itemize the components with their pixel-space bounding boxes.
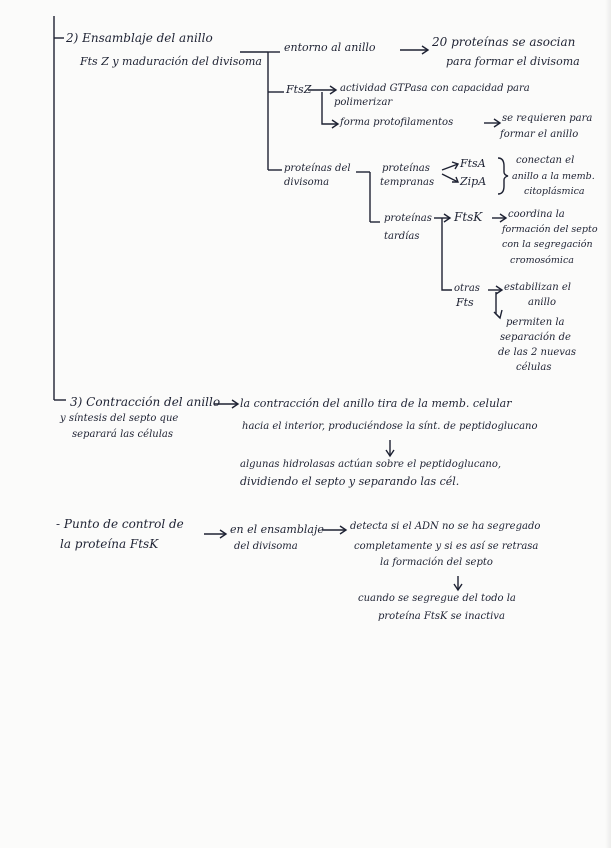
ftsz-activity-line2: polimerizar <box>334 97 393 108</box>
control-text-line1: detecta si el ADN no se ha segregado <box>350 521 541 532</box>
control-text-line5: proteína FtsK se inactiva <box>378 611 505 622</box>
tempranas-line1: proteínas <box>382 163 430 174</box>
zipa-label: ZipA <box>460 175 487 188</box>
section3-text-line4: dividiendo el septo y separando las cél. <box>240 475 460 488</box>
tempranas-line2: tempranas <box>380 177 435 188</box>
conectan-line3: citoplásmica <box>524 186 585 197</box>
control-heading-line2: la proteína FtsK <box>60 537 159 551</box>
permiten-line2: separación de <box>500 332 571 343</box>
section2-heading-line1: 2) Ensamblaje del anillo <box>66 31 213 45</box>
ftsk-result-line1: coordina la <box>508 209 565 220</box>
ftsk-result-line4: cromosómica <box>510 255 574 266</box>
section3-heading-line1: 3) Contracción del anillo <box>70 395 221 409</box>
ftsk-label: FtsK <box>454 210 483 224</box>
permiten-line4: células <box>516 362 552 373</box>
ftsk-result-line2: formación del septo <box>502 224 598 235</box>
ftsz-forma-result-line2: formar el anillo <box>500 129 579 140</box>
tardias-line2: tardías <box>384 231 420 242</box>
control-mid-line1: en el ensamblaje <box>230 523 324 536</box>
ftsk-result-line3: con la segregación <box>502 239 593 250</box>
section3-heading-line2: y síntesis del septo que <box>60 413 179 424</box>
section3-text-line3: algunas hidrolasas actúan sobre el peptidoglucano, <box>240 459 502 470</box>
proteinas-label-line1: proteínas del <box>284 163 351 174</box>
ftsz-activity-line1: actividad GTPasa con capacidad para <box>340 83 530 94</box>
control-heading-line1: - Punto de control de <box>56 517 184 531</box>
otras-result-line2: anillo <box>528 297 557 308</box>
permiten-line3: de las 2 nuevas <box>498 347 577 358</box>
anillo-result-line1: 20 proteínas se asocian <box>432 35 576 49</box>
section2-heading-line2: Fts Z y maduración del divisoma <box>80 55 262 68</box>
section3-text-line2: hacia el interior, produciéndose la sínt. de peptidoglucano <box>242 421 538 432</box>
section3-heading-line3: separará las células <box>72 429 173 440</box>
conectan-line2: anillo a la memb. <box>512 171 595 182</box>
ftsz-label: FtsZ <box>286 83 312 96</box>
conectan-line1: conectan el <box>516 155 575 166</box>
control-text-line2: completamente y si es así se retrasa <box>354 541 539 552</box>
permiten-line1: permiten la <box>506 317 565 328</box>
section3-text-line1: la contracción del anillo tira de la memb. celular <box>240 397 512 410</box>
anillo-label: entorno al anillo <box>284 41 376 54</box>
control-text-line4: cuando se segregue del todo la <box>358 593 516 604</box>
control-mid-line2: del divisoma <box>234 541 298 552</box>
proteinas-label-line2: divisoma <box>284 177 330 188</box>
paper-edge-shadow <box>605 0 611 848</box>
ftsz-forma-result-line1: se requieren para <box>502 113 593 124</box>
otras-result-line1: estabilizan el <box>504 282 571 293</box>
control-text-line3: la formación del septo <box>380 557 493 568</box>
ftsz-forma: forma protofilamentos <box>340 117 454 128</box>
anillo-result-line2: para formar el divisoma <box>446 55 580 68</box>
tardias-line1: proteínas <box>384 213 432 224</box>
otras-line2: Fts <box>456 296 474 309</box>
ftsa-label: FtsA <box>460 157 486 170</box>
otras-line1: otras <box>454 283 480 294</box>
